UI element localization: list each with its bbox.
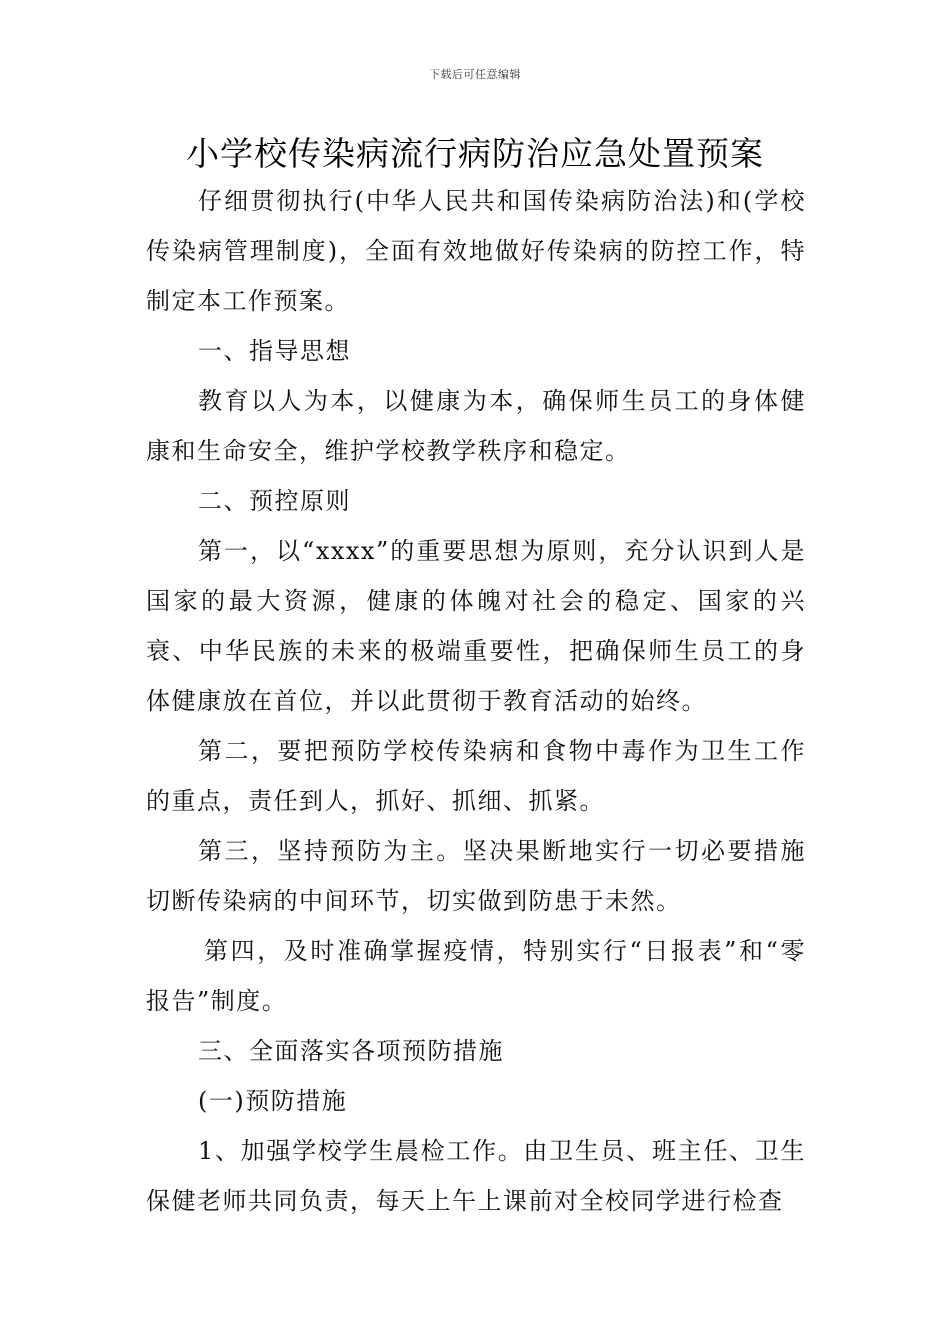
section-heading-prevention-principles: 二、预控原则 xyxy=(198,487,351,515)
paragraph-principle-second: 第二，要把预防学校传染病和食物中毒作为卫生工作的重点，责任到人，抓好、抓细、抓紧。 xyxy=(146,737,806,815)
header-note: 下载后可任意编辑 xyxy=(429,68,521,81)
paragraph-principle-fourth: 第四，及时准确掌握疫情，特别实行“日报表”和“零报告”制度。 xyxy=(146,937,806,1015)
paragraph-principle-first: 第一，以“xxxx”的重要思想为原则，充分认识到人是国家的最大资源，健康的体魄对社会的稳定、国家的兴衰、中华民族的未来的极端重要性，把确保师生员工的身体健康放在首位，并以此贯彻于教育活动的始终。 xyxy=(146,537,806,715)
paragraph-measure-morning-check: 1、加强学校学生晨检工作。由卫生员、班主任、卫生保健老师共同负责，每天上午上课前对全校同学进行检查 xyxy=(146,1137,806,1215)
document-body xyxy=(146,176,806,1226)
section-heading-prevention-measures: 三、全面落实各项预防措施 xyxy=(198,1037,504,1065)
paragraph-guiding-thought: 教育以人为本，以健康为本，确保师生员工的身体健康和生命安全，维护学校教学秩序和稳定。 xyxy=(146,387,806,465)
document-title: 小学校传染病流行病防治应急处置预案 xyxy=(186,134,764,173)
subsection-heading-measures: (一)预防措施 xyxy=(198,1087,348,1115)
paragraph-intro: 仔细贯彻执行(中华人民共和国传染病防治法)和(学校传染病管理制度)，全面有效地做好传染病的防控工作，特制定本工作预案。 xyxy=(146,187,806,315)
paragraph-principle-third: 第三，坚持预防为主。坚决果断地实行一切必要措施切断传染病的中间环节，切实做到防患于未然。 xyxy=(146,837,806,915)
section-heading-guiding-thought: 一、指导思想 xyxy=(198,337,351,365)
